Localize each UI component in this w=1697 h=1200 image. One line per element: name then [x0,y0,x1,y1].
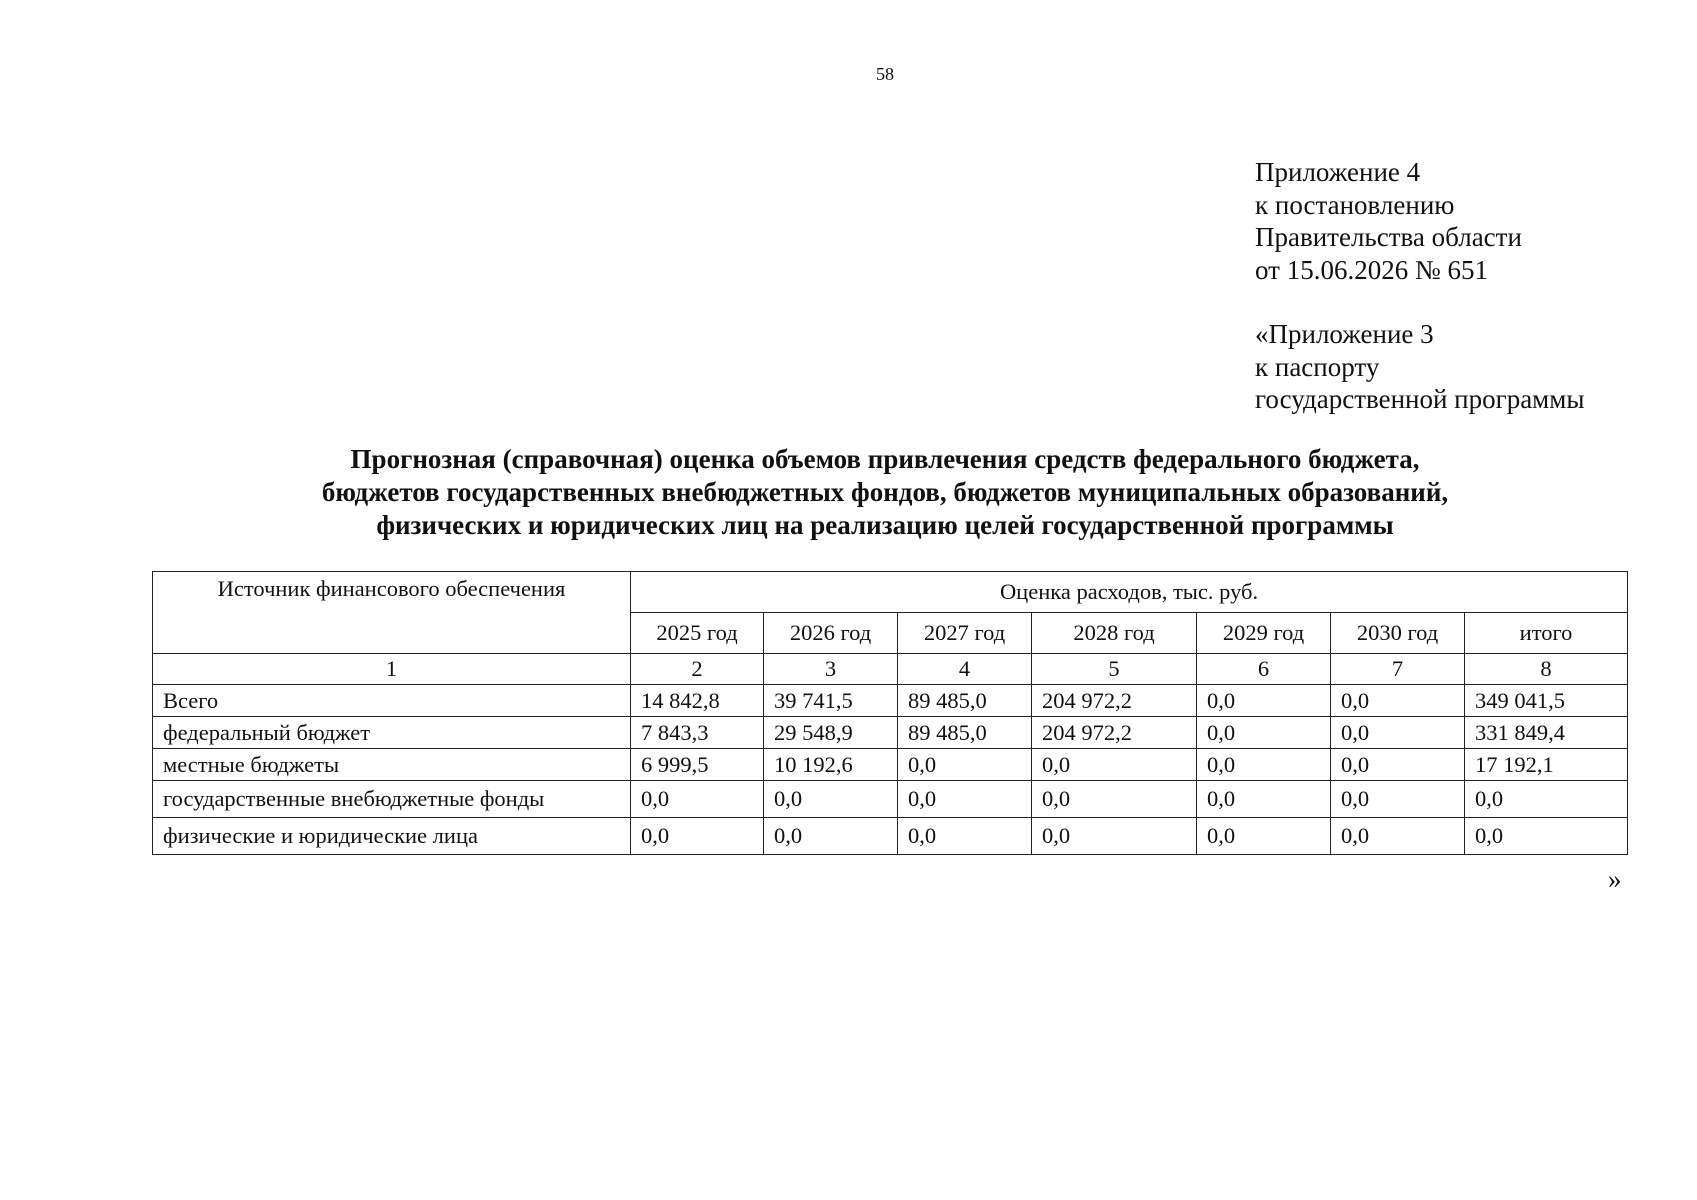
source-column-header: Источник финансового обеспечения [153,572,631,654]
appendix-3-line: к паспорту [1255,351,1380,382]
value-cell: 14 842,8 [631,685,764,717]
value-cell: 39 741,5 [764,685,898,717]
title-line: физических и юридических лиц на реализацию целей государственной программы [376,510,1394,540]
value-cell: 10 192,6 [764,749,898,781]
appendix-3-line: государственной программы [1255,384,1585,414]
value-cell: 0,0 [1032,818,1197,855]
source-cell: федеральный бюджет [153,717,631,749]
appendix-4-line: Правительства области [1255,222,1522,252]
column-number-row [153,654,1628,685]
value-cell: 0,0 [1331,717,1465,749]
value-cell: 0,0 [1331,818,1465,855]
year-header: 2029 год [1197,613,1331,654]
financing-table [152,571,1628,855]
value-cell: 0,0 [764,818,898,855]
year-header: 2025 год [631,613,764,654]
column-number: 2 [631,654,764,685]
value-cell: 0,0 [764,781,898,818]
value-cell: 0,0 [898,749,1032,781]
value-cell: 204 972,2 [1032,717,1197,749]
appendix-3-line: «Приложение 3 [1255,319,1434,349]
value-cell: 0,0 [1032,749,1197,781]
source-cell: физические и юридические лица [153,818,631,855]
column-number: 8 [1465,654,1628,685]
table-row [153,717,1628,749]
value-cell: 0,0 [898,818,1032,855]
column-number: 4 [898,654,1032,685]
value-cell: 89 485,0 [898,685,1032,717]
column-number: 1 [153,654,631,685]
source-cell: Всего [153,685,631,717]
column-number: 6 [1197,654,1331,685]
title-line: бюджетов государственных внебюджетных фондов, бюджетов муниципальных образований, [321,477,1449,507]
column-number: 7 [1331,654,1465,685]
total-cell: 0,0 [1465,781,1628,818]
year-header: 2028 год [1032,613,1197,654]
year-header: 2030 год [1331,613,1465,654]
value-cell: 0,0 [1197,685,1331,717]
value-cell: 89 485,0 [898,717,1032,749]
source-cell: местные бюджеты [153,749,631,781]
value-cell: 0,0 [1197,781,1331,818]
total-cell: 331 849,4 [1465,717,1628,749]
source-cell: государственные внебюджетные фонды [153,781,631,818]
value-cell: 0,0 [1197,749,1331,781]
total-header: итого [1465,613,1628,654]
table-row [153,781,1628,818]
total-cell: 17 192,1 [1465,749,1628,781]
estimate-header: Оценка расходов, тыс. руб. [631,572,1628,613]
column-number: 5 [1032,654,1197,685]
column-number: 3 [764,654,898,685]
appendix-4-block [1255,156,1522,286]
page-number: 58 [876,64,894,84]
appendix-4-line: Приложение 4 [1255,157,1421,187]
value-cell: 0,0 [1331,749,1465,781]
value-cell: 0,0 [898,781,1032,818]
appendix-4-line: к постановлению [1255,189,1455,220]
value-cell: 7 843,3 [631,717,764,749]
value-cell: 29 548,9 [764,717,898,749]
total-cell: 0,0 [1465,818,1628,855]
document-title [150,443,1620,542]
value-cell: 6 999,5 [631,749,764,781]
value-cell: 204 972,2 [1032,685,1197,717]
year-header: 2027 год [898,613,1032,654]
appendix-3-block [1255,318,1585,416]
value-cell: 0,0 [1331,781,1465,818]
value-cell: 0,0 [1032,781,1197,818]
closing-quote-mark: » [1608,864,1622,894]
total-cell: 349 041,5 [1465,685,1628,717]
title-line: Прогнозная (справочная) оценка объемов привлечения средств федерального бюджета, [350,444,1420,474]
table-row [153,685,1628,717]
value-cell: 0,0 [631,781,764,818]
table-row [153,749,1628,781]
table-row [153,818,1628,855]
year-header: 2026 год [764,613,898,654]
value-cell: 0,0 [631,818,764,855]
value-cell: 0,0 [1197,818,1331,855]
value-cell: 0,0 [1197,717,1331,749]
value-cell: 0,0 [1331,685,1465,717]
appendix-4-line: от 15.06.2026 № 651 [1255,254,1488,285]
